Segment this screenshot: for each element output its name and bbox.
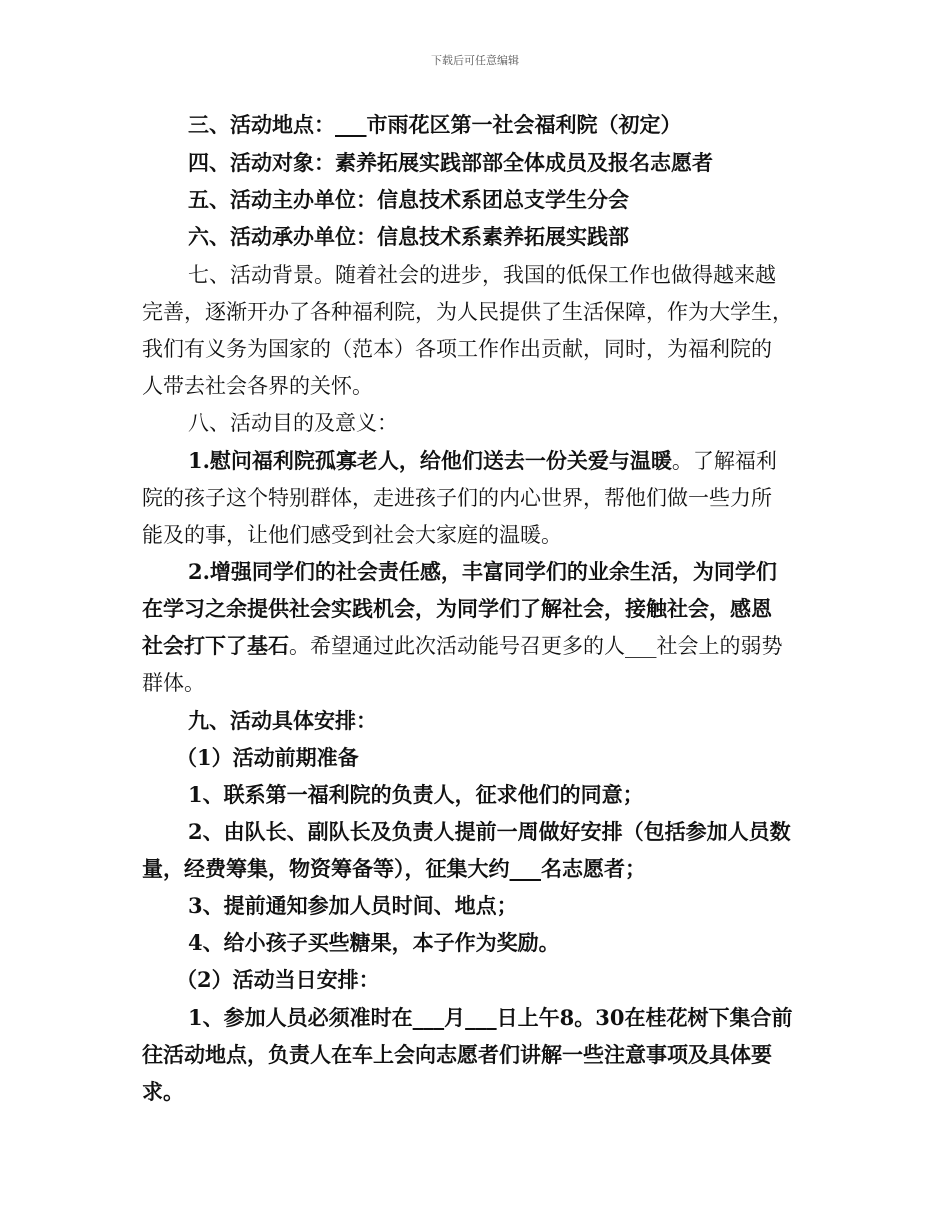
venue-line: 三、活动地点：___市雨花区第一社会福利院（初定） bbox=[188, 112, 682, 137]
purpose-item-1-normal: 。了解福利 bbox=[671, 449, 777, 473]
background-line: 我们有义务为国家的（范本）各项工作作出贡献，同时，为福利院的 bbox=[142, 337, 772, 361]
purpose-text-line: 能及的事，让他们感受到社会大家庭的温暖。 bbox=[142, 523, 562, 547]
prep-item-3: 3、提前通知参加人员时间、地点； bbox=[188, 893, 518, 918]
purpose-text-line: 院的孩子这个特别群体，走进孩子们的内心世界，帮他们做一些力所 bbox=[142, 486, 772, 510]
purpose-text-line: 群体。 bbox=[142, 671, 205, 695]
purpose-heading: 八、活动目的及意义： bbox=[188, 411, 398, 435]
schedule-heading: 九、活动具体安排： bbox=[188, 708, 377, 733]
participants-line: 四、活动对象：素养拓展实践部部全体成员及报名志愿者 bbox=[188, 150, 713, 175]
purpose-item-2-normal: 。希望通过此次活动能号召更多的人___社会上的弱势 bbox=[289, 634, 783, 658]
purpose-item-2-bold: 社会打下了基石 bbox=[142, 633, 289, 658]
day-item-1-line: 求。 bbox=[142, 1079, 184, 1104]
prep-item-1: 1、联系第一福利院的负责人，征求他们的同意； bbox=[188, 782, 644, 807]
prep-subheading: （1）活动前期准备 bbox=[176, 745, 359, 770]
prep-item-2: 2、由队长、副队长及负责人提前一周做好安排（包括参加人员数 bbox=[188, 819, 791, 844]
prep-item-4: 4、给小孩子买些糖果，本子作为奖励。 bbox=[188, 930, 560, 955]
page-header: 下载后可任意编辑 bbox=[431, 54, 519, 67]
background-line: 人带去社会各界的关怀。 bbox=[142, 374, 373, 398]
purpose-item-1 bbox=[188, 446, 777, 476]
day-subheading: （2）活动当日安排： bbox=[176, 967, 380, 992]
day-item-1-line: 往活动地点，负责人在车上会向志愿者们讲解一些注意事项及具体要 bbox=[142, 1042, 772, 1067]
background-line: 七、活动背景。随着社会的进步，我国的低保工作也做得越来越 bbox=[188, 263, 776, 287]
purpose-item-2-line bbox=[142, 631, 783, 661]
organizer-line: 五、活动主办单位：信息技术系团总支学生分会 bbox=[188, 187, 629, 212]
background-line: 完善，逐渐开办了各种福利院，为人民提供了生活保障，作为大学生， bbox=[142, 300, 793, 324]
purpose-item-1-bold: 1.慰问福利院孤寡老人，给他们送去一份关爱与温暖 bbox=[188, 448, 672, 473]
purpose-item-2: 2.增强同学们的社会责任感，丰富同学们的业余生活，为同学们 bbox=[188, 559, 777, 584]
host-line: 六、活动承办单位：信息技术系素养拓展实践部 bbox=[188, 224, 629, 249]
purpose-item-2-line: 在学习之余提供社会实践机会，为同学们了解社会，接触社会，感恩 bbox=[142, 596, 772, 621]
day-item-1: 1、参加人员必须准时在___月___日上午8。30在桂花树下集合前 bbox=[188, 1005, 793, 1030]
prep-item-2-line: 量，经费筹集，物资筹备等），征集大约___名志愿者； bbox=[142, 856, 646, 881]
